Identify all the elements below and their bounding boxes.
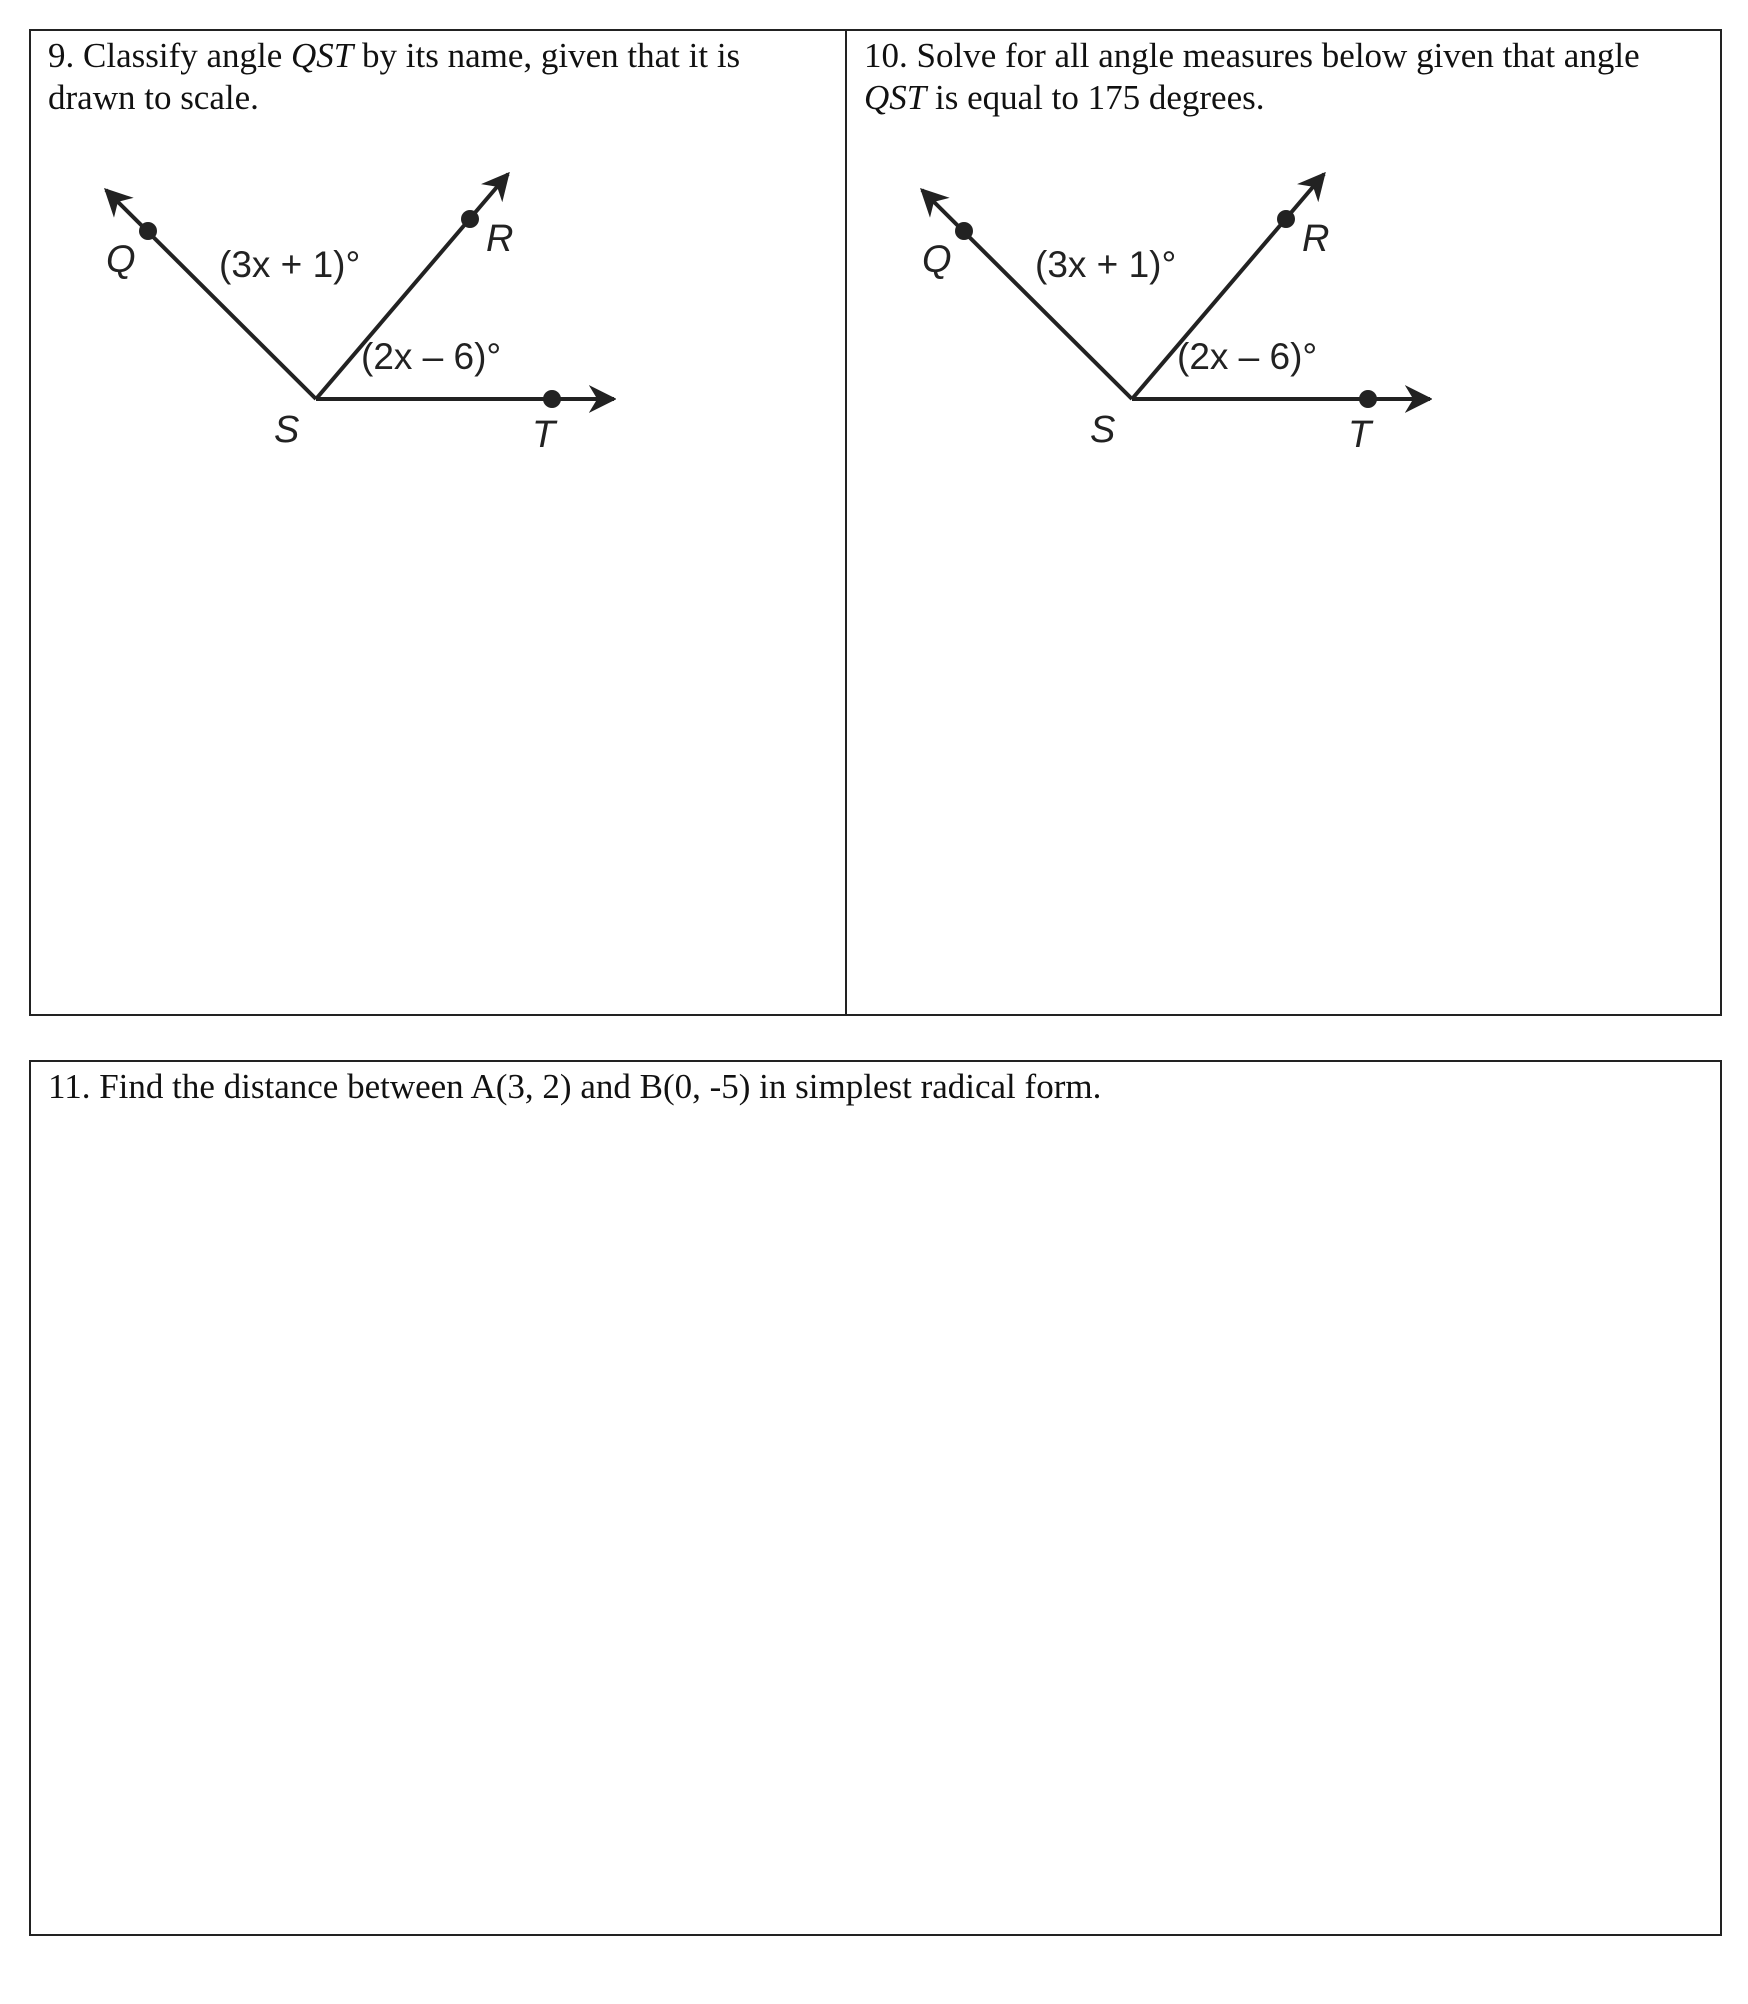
problem-11-box bbox=[29, 1060, 1722, 1936]
problem-10-prompt bbox=[864, 35, 1704, 119]
problem-10-cell bbox=[847, 31, 1720, 1014]
problem-10-number: 10. bbox=[864, 36, 908, 75]
problem-9-text-before: Classify angle bbox=[83, 36, 283, 75]
problem-10-angle-name: QST bbox=[864, 78, 927, 117]
problem-11-number: 11. bbox=[48, 1067, 91, 1106]
problem-9-angle-name: QST bbox=[291, 36, 354, 75]
problem-9-number: 9. bbox=[48, 36, 75, 75]
angle-diagram-9 bbox=[66, 155, 616, 475]
angle-label-qsr: (3x + 1)° bbox=[1035, 244, 1177, 285]
label-r: R bbox=[486, 218, 514, 260]
angle-diagram-10 bbox=[882, 155, 1432, 475]
problem-9-prompt bbox=[48, 35, 828, 119]
label-s: S bbox=[274, 409, 300, 451]
problem-11-prompt bbox=[48, 1066, 1648, 1108]
point-r-dot bbox=[1277, 210, 1295, 228]
label-s: S bbox=[1090, 409, 1116, 451]
ray-sq bbox=[106, 190, 316, 399]
label-t: T bbox=[1348, 414, 1372, 456]
ray-sq bbox=[922, 190, 1132, 399]
point-q-dot bbox=[139, 222, 157, 240]
point-r-dot bbox=[461, 210, 479, 228]
label-q: Q bbox=[106, 239, 136, 281]
point-t-dot bbox=[1359, 390, 1377, 408]
angle-label-rst: (2x – 6)° bbox=[361, 336, 502, 377]
angle-label-rst: (2x – 6)° bbox=[1177, 336, 1318, 377]
label-r: R bbox=[1302, 218, 1330, 260]
problem-9-text-after: by its name, given that it is drawn to scale. bbox=[48, 36, 741, 117]
point-t-dot bbox=[543, 390, 561, 408]
problems-9-10-table bbox=[29, 29, 1722, 1016]
problem-10-text-before: Solve for all angle measures below given that angle bbox=[916, 36, 1640, 75]
angle-label-qsr: (3x + 1)° bbox=[219, 244, 361, 285]
problem-10-text-after: is equal to 175 degrees. bbox=[935, 78, 1265, 117]
point-q-dot bbox=[955, 222, 973, 240]
problem-11-text: Find the distance between A(3, 2) and B(0, -5) in simplest radical form. bbox=[99, 1067, 1102, 1106]
label-q: Q bbox=[922, 239, 952, 281]
label-t: T bbox=[532, 414, 556, 456]
problem-9-cell bbox=[31, 31, 847, 1014]
